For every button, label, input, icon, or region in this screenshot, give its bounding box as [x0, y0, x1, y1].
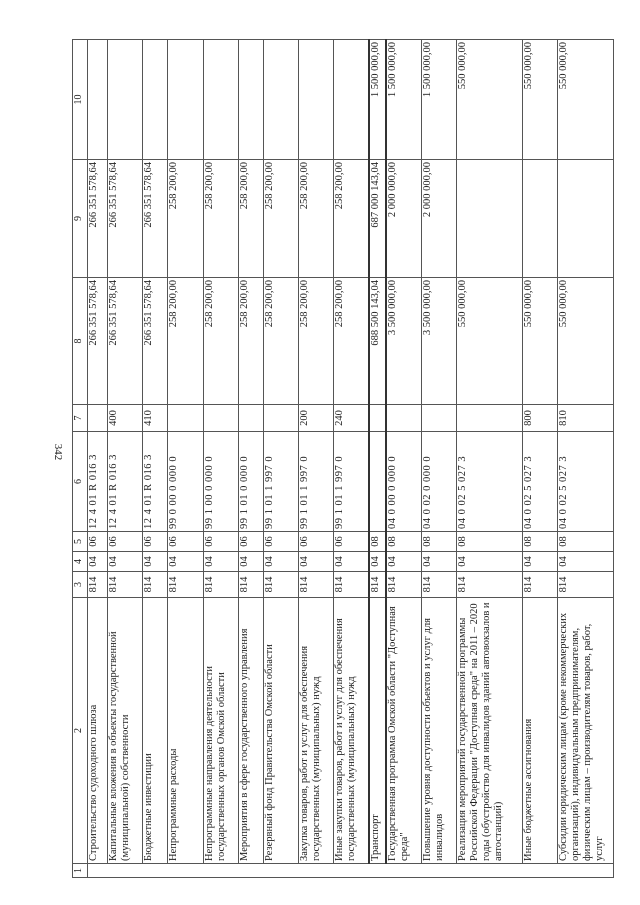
value-cell-c10	[263, 40, 298, 160]
value-cell-c5: 06	[143, 532, 168, 552]
value-cell-c8: 266 351 578,64	[143, 278, 168, 405]
value-cell-c4: 04	[203, 552, 238, 572]
value-cell-c8: 258 200,00	[334, 278, 369, 405]
value-cell-c5: 08	[369, 532, 386, 552]
value-cell-c8: 550 000,00	[456, 278, 522, 405]
header-cell: 3	[73, 572, 88, 598]
table-body	[73, 40, 614, 878]
row-name-cell: Иные закупки товаров, работ и услуг для обеспечения государственных (муниципальных) нужд	[334, 598, 369, 864]
value-cell-c7	[168, 405, 203, 432]
table-row	[108, 40, 143, 878]
value-cell-c3: 814	[421, 572, 456, 598]
value-cell-c10	[238, 40, 263, 160]
header-cell: 1	[73, 864, 88, 878]
value-cell-c10	[334, 40, 369, 160]
value-cell-c4: 04	[143, 552, 168, 572]
value-cell-c5: 08	[456, 532, 522, 552]
value-cell-c3: 814	[298, 572, 333, 598]
value-cell-c10	[298, 40, 333, 160]
table-row	[143, 40, 168, 878]
value-cell-cs: 99 1 01 1 997 0	[263, 432, 298, 532]
header-cell: 9	[73, 160, 88, 278]
value-cell-c9	[557, 160, 613, 278]
table-row	[298, 40, 333, 878]
value-cell-cs: 04 0 02 0 000 0	[421, 432, 456, 532]
value-cell-cs: 12 4 01 R 016 3	[87, 432, 107, 532]
page-number: 342	[52, 443, 64, 461]
row-name-cell: Строительство судоходного шлюза	[87, 598, 107, 864]
table-row	[87, 40, 107, 878]
value-cell-c3: 814	[557, 572, 613, 598]
value-cell-c3: 814	[263, 572, 298, 598]
value-cell-c5: 06	[334, 532, 369, 552]
value-cell-c9: 258 200,00	[263, 160, 298, 278]
value-cell-c3: 814	[456, 572, 522, 598]
row-name-cell: Закупка товаров, работ и услуг для обеспечения государственных (муниципальных) нужд	[298, 598, 333, 864]
value-cell-c5: 06	[203, 532, 238, 552]
header-cell: 6	[73, 432, 88, 532]
value-cell-c9: 687 000 143,04	[369, 160, 386, 278]
value-cell-c7: 200	[298, 405, 333, 432]
header-cell: 2	[73, 598, 88, 864]
value-cell-c10	[168, 40, 203, 160]
table-row	[522, 40, 557, 878]
value-cell-c3: 814	[369, 572, 386, 598]
value-cell-c7	[87, 405, 107, 432]
value-cell-c3: 814	[238, 572, 263, 598]
value-cell-c9: 2 000 000,00	[421, 160, 456, 278]
value-cell-cs: 04 0 00 0 000 0	[386, 432, 421, 532]
row-name-cell: Субсидии юридическим лицам (кроме некоммерческих организаций), индивидуальным предпринимателям, физическим лицам – производителям товаров, работ, услуг	[557, 598, 613, 864]
value-cell-c7	[369, 405, 386, 432]
table-row	[203, 40, 238, 878]
value-cell-c10: 550 000,00	[557, 40, 613, 160]
value-cell-cs: 12 4 01 R 016 3	[143, 432, 168, 532]
value-cell-c9: 266 351 578,64	[143, 160, 168, 278]
value-cell-c5: 08	[386, 532, 421, 552]
value-cell-c9: 266 351 578,64	[87, 160, 107, 278]
column-1-cell	[87, 864, 613, 878]
value-cell-c7	[421, 405, 456, 432]
value-cell-c8: 258 200,00	[238, 278, 263, 405]
table-row	[456, 40, 522, 878]
table-row	[238, 40, 263, 878]
header-cell: 5	[73, 532, 88, 552]
table-row	[386, 40, 421, 878]
value-cell-c4: 04	[298, 552, 333, 572]
value-cell-c9	[456, 160, 522, 278]
value-cell-c5: 08	[557, 532, 613, 552]
value-cell-c5: 06	[168, 532, 203, 552]
value-cell-c4: 04	[421, 552, 456, 572]
value-cell-cs: 04 0 02 5 027 3	[557, 432, 613, 532]
value-cell-c5: 06	[263, 532, 298, 552]
value-cell-c3: 814	[108, 572, 143, 598]
value-cell-c8: 688 500 143,04	[369, 278, 386, 405]
header-cell: 7	[73, 405, 88, 432]
header-cell: 10	[73, 40, 88, 160]
value-cell-cs: 99 1 01 1 997 0	[334, 432, 369, 532]
header-cell: 4	[73, 552, 88, 572]
header-cell: 8	[73, 278, 88, 405]
value-cell-c7	[456, 405, 522, 432]
value-cell-c10	[203, 40, 238, 160]
header-row	[73, 40, 88, 878]
value-cell-c4: 04	[369, 552, 386, 572]
value-cell-c8: 266 351 578,64	[108, 278, 143, 405]
value-cell-c9: 2 000 000,00	[386, 160, 421, 278]
value-cell-c10: 1 500 000,00	[421, 40, 456, 160]
value-cell-c4: 04	[238, 552, 263, 572]
value-cell-c7	[386, 405, 421, 432]
value-cell-c4: 04	[386, 552, 421, 572]
value-cell-c10: 550 000,00	[522, 40, 557, 160]
table-row	[168, 40, 203, 878]
value-cell-c7	[238, 405, 263, 432]
table-row	[369, 40, 386, 878]
value-cell-c9: 258 200,00	[238, 160, 263, 278]
row-name-cell: Мероприятия в сфере государственного управления	[238, 598, 263, 864]
table-row	[421, 40, 456, 878]
value-cell-c5: 06	[108, 532, 143, 552]
value-cell-c7: 240	[334, 405, 369, 432]
value-cell-c9	[522, 160, 557, 278]
value-cell-cs: 04 0 02 5 027 3	[522, 432, 557, 532]
value-cell-c7: 410	[143, 405, 168, 432]
value-cell-c7	[203, 405, 238, 432]
value-cell-c4: 04	[557, 552, 613, 572]
value-cell-cs: 99 1 01 0 000 0	[238, 432, 263, 532]
row-name-cell: Резервный фонд Правительства Омской области	[263, 598, 298, 864]
value-cell-cs: 99 0 00 0 000 0	[168, 432, 203, 532]
value-cell-c4: 04	[522, 552, 557, 572]
value-cell-cs	[369, 432, 386, 532]
value-cell-c4: 04	[263, 552, 298, 572]
value-cell-c8: 258 200,00	[298, 278, 333, 405]
value-cell-c8: 258 200,00	[203, 278, 238, 405]
value-cell-c5: 08	[421, 532, 456, 552]
value-cell-c3: 814	[522, 572, 557, 598]
value-cell-c8: 3 500 000,00	[386, 278, 421, 405]
value-cell-c5: 06	[238, 532, 263, 552]
value-cell-c7: 810	[557, 405, 613, 432]
value-cell-c8: 550 000,00	[557, 278, 613, 405]
row-name-cell: Транспорт	[369, 598, 386, 864]
row-name-cell: Реализация мероприятий государственной программы Российской Федерации "Доступная среда" на 2011 – 2020 годы (обустройство для инвалидов зданий автовокзалов и автостанций)	[456, 598, 522, 864]
value-cell-cs: 04 0 02 5 027 3	[456, 432, 522, 532]
value-cell-c9: 258 200,00	[168, 160, 203, 278]
value-cell-c10: 1 500 000,00	[369, 40, 386, 160]
value-cell-c4: 04	[108, 552, 143, 572]
table-row	[334, 40, 369, 878]
row-name-cell: Бюджетные инвестиции	[143, 598, 168, 864]
value-cell-c9: 258 200,00	[203, 160, 238, 278]
value-cell-cs: 99 1 00 0 000 0	[203, 432, 238, 532]
value-cell-c8: 258 200,00	[263, 278, 298, 405]
value-cell-c9: 266 351 578,64	[108, 160, 143, 278]
rotated-page	[72, 40, 614, 878]
value-cell-c7: 400	[108, 405, 143, 432]
value-cell-c8: 3 500 000,00	[421, 278, 456, 405]
row-name-cell: Капитальные вложения в объекты государственной (муниципальной) собственности	[108, 598, 143, 864]
value-cell-c10	[108, 40, 143, 160]
value-cell-c4: 04	[87, 552, 107, 572]
row-name-cell: Иные бюджетные ассигнования	[522, 598, 557, 864]
value-cell-c10: 550 000,00	[456, 40, 522, 160]
table-row	[263, 40, 298, 878]
value-cell-cs: 99 1 01 1 997 0	[298, 432, 333, 532]
value-cell-c5: 08	[522, 532, 557, 552]
value-cell-c4: 04	[456, 552, 522, 572]
value-cell-c7: 800	[522, 405, 557, 432]
value-cell-c7	[263, 405, 298, 432]
value-cell-c5: 06	[298, 532, 333, 552]
value-cell-c9: 258 200,00	[334, 160, 369, 278]
value-cell-c3: 814	[143, 572, 168, 598]
value-cell-c3: 814	[168, 572, 203, 598]
value-cell-c10: 1 500 000,00	[386, 40, 421, 160]
value-cell-c8: 266 351 578,64	[87, 278, 107, 405]
value-cell-c3: 814	[203, 572, 238, 598]
value-cell-c3: 814	[334, 572, 369, 598]
table-row	[557, 40, 613, 878]
row-name-cell: Государственная программа Омской области "Доступная среда"	[386, 598, 421, 864]
value-cell-c8: 258 200,00	[168, 278, 203, 405]
value-cell-cs: 12 4 01 R 016 3	[108, 432, 143, 532]
budget-table	[72, 39, 614, 878]
value-cell-c3: 814	[87, 572, 107, 598]
value-cell-c9: 258 200,00	[298, 160, 333, 278]
row-name-cell: Непрограммные расходы	[168, 598, 203, 864]
value-cell-c3: 814	[386, 572, 421, 598]
value-cell-c5: 06	[87, 532, 107, 552]
row-name-cell: Непрограммные направления деятельности государственных органов Омской области	[203, 598, 238, 864]
value-cell-c8: 550 000,00	[522, 278, 557, 405]
row-name-cell: Повышение уровня доступности объектов и услуг для инвалидов	[421, 598, 456, 864]
value-cell-c10	[143, 40, 168, 160]
value-cell-c4: 04	[334, 552, 369, 572]
value-cell-c4: 04	[168, 552, 203, 572]
value-cell-c10	[87, 40, 107, 160]
